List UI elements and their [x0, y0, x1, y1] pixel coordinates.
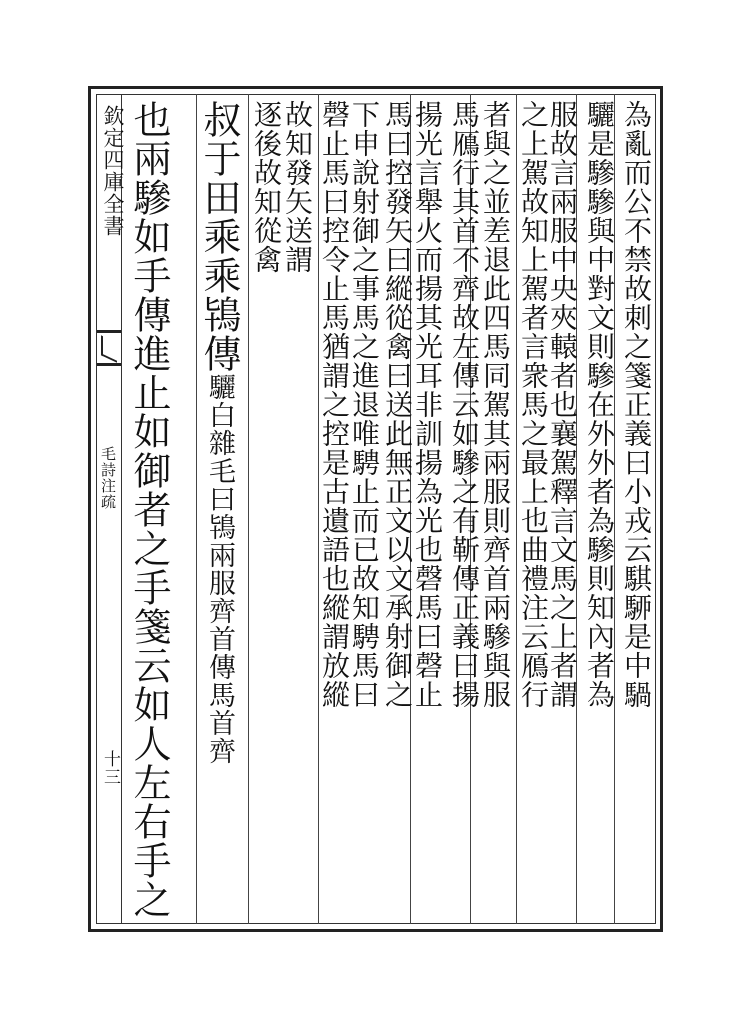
text-column: 馬曰控發矢曰縱從禽曰送此無正文以文承射御之 — [381, 100, 414, 709]
text-column: 揚光言舉火而揚其光耳非訓揚為光也磬馬曰磬止 — [411, 100, 444, 709]
main-text-column — [197, 100, 241, 765]
main-text-column: 也兩驂如手傳進止如御者之手箋云如人左右手之 — [127, 100, 171, 919]
text-column: 之上駕故知上駕者言衆馬之最上也曲禮注云鴈行 — [517, 100, 550, 709]
main-text: 叔于田乘乘鴇傳 — [197, 100, 241, 373]
margin-book-title: 毛詩注疏 — [99, 446, 117, 510]
text-column: 服故言兩服中央夾轅者也襄駕釋言文馬之上者謂 — [546, 100, 579, 709]
text-column: 下申說射御之事馬之進退唯騁止而已故知騁馬曰 — [348, 100, 381, 709]
text-column: 故知發矢送謂 — [281, 100, 314, 274]
margin-page-number: 十三 — [100, 750, 120, 786]
text-column: 者與之並差退此四馬同駕其兩服則齊首兩驂與服 — [479, 100, 512, 709]
inline-commentary: 驪白雜毛曰鴇兩服齊首傳馬首齊 — [204, 373, 235, 765]
text-column: 為亂而公不禁故刺之箋正義曰小戎云騏駵是中騧 — [620, 100, 653, 709]
column-rule — [248, 94, 249, 924]
text-column: 驪是驂驂與中對文則驂在外外者為驂則知內者為 — [583, 100, 616, 709]
text-column: 馬鴈行其首不齊故左傳云如驂之有靳傳正義曰揚 — [448, 100, 481, 709]
text-column: 磬止馬曰控令止馬猶謂之控是古遺語也縱謂放縱 — [318, 100, 351, 709]
fish-tail-icon — [97, 330, 121, 366]
margin-title: 欽定四庫全書 — [101, 105, 125, 237]
text-column: 逐後故知從禽 — [250, 100, 283, 274]
